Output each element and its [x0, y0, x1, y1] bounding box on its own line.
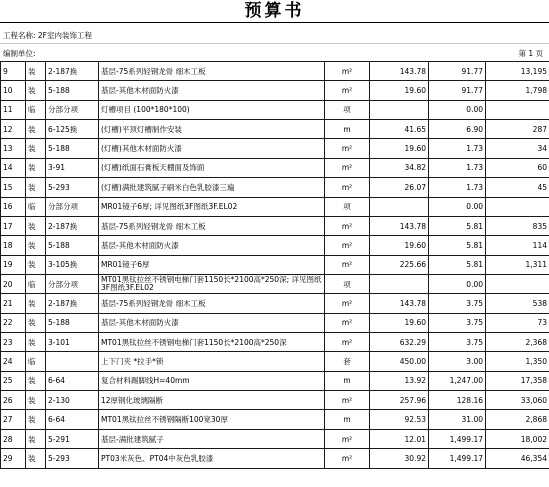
- table-row: [1, 391, 549, 410]
- unit-price-cell: 5.81: [429, 216, 486, 235]
- item-name-cell: 基层-其他木材面防火漆: [99, 236, 325, 255]
- row-type-cell: 装: [26, 120, 46, 139]
- unit-cell: m²: [325, 255, 370, 274]
- table-row: [1, 429, 549, 448]
- quota-code-cell: 分部分项: [46, 197, 99, 216]
- quantity-cell: 19.60: [370, 81, 429, 100]
- item-name-cell: 基层-75系列轻钢龙骨 细木工板: [99, 216, 325, 235]
- row-type-cell: 装: [26, 410, 46, 429]
- row-type-cell: 装: [26, 158, 46, 177]
- quantity-cell: 632.29: [370, 333, 429, 352]
- amount-cell: 34: [486, 139, 549, 158]
- row-type-cell: 装: [26, 449, 46, 468]
- row-type-cell: 临: [26, 100, 46, 119]
- row-type-cell: 临: [26, 352, 46, 371]
- item-name-cell: (灯槽)纸面石膏板天棚面及饰面: [99, 158, 325, 177]
- unit-cell: m²: [325, 391, 370, 410]
- unit-cell: m²: [325, 81, 370, 100]
- unit-cell: 项: [325, 274, 370, 293]
- row-number-cell: 26: [1, 391, 26, 410]
- row-type-cell: 临: [26, 274, 46, 293]
- quantity-cell: 92.53: [370, 410, 429, 429]
- preparing-unit: 编制单位:: [3, 49, 36, 58]
- quota-code-cell: [46, 352, 99, 371]
- unit-cell: m²: [325, 236, 370, 255]
- table-row: [1, 62, 549, 81]
- amount-cell: 17,358: [486, 371, 549, 390]
- quota-code-cell: 2-187换: [46, 294, 99, 313]
- amount-cell: 13,195: [486, 62, 549, 81]
- unit-price-cell: 1.73: [429, 178, 486, 197]
- item-name-cell: (灯槽)其他木材面防火漆: [99, 139, 325, 158]
- quota-code-cell: 5-188: [46, 236, 99, 255]
- row-type-cell: 装: [26, 429, 46, 448]
- amount-cell: 2,368: [486, 333, 549, 352]
- amount-cell: 1,311: [486, 255, 549, 274]
- item-name-cell: MT01黑钛拉丝不锈钢隔断100宽30厚: [99, 410, 325, 429]
- table-row: [1, 313, 549, 332]
- page-number: 第 1 页: [518, 49, 543, 58]
- row-number-cell: 27: [1, 410, 26, 429]
- unit-cell: m²: [325, 216, 370, 235]
- quantity-cell: [370, 100, 429, 119]
- quantity-cell: 257.96: [370, 391, 429, 410]
- item-name-cell: 基层-其他木材面防火漆: [99, 81, 325, 100]
- quota-code-cell: 2-187换: [46, 62, 99, 81]
- unit-price-cell: 128.16: [429, 391, 486, 410]
- unit-cell: 项: [325, 197, 370, 216]
- unit-cell: m²: [325, 158, 370, 177]
- item-name-cell: 12厚钢化玻璃隔断: [99, 391, 325, 410]
- amount-cell: 33,060: [486, 391, 549, 410]
- document-title: 预算书: [244, 1, 305, 21]
- row-type-cell: 装: [26, 313, 46, 332]
- quantity-cell: 143.78: [370, 294, 429, 313]
- table-row: [1, 197, 549, 216]
- table-row: [1, 100, 549, 119]
- item-name-cell: 基层-75系列轻钢龙骨 细木工板: [99, 294, 325, 313]
- row-type-cell: 装: [26, 139, 46, 158]
- row-type-cell: 装: [26, 236, 46, 255]
- table-row: [1, 449, 549, 468]
- quantity-cell: 41.65: [370, 120, 429, 139]
- table-row: [1, 352, 549, 371]
- quota-code-cell: 3-105换: [46, 255, 99, 274]
- amount-cell: 835: [486, 216, 549, 235]
- row-type-cell: 装: [26, 178, 46, 197]
- row-number-cell: 23: [1, 333, 26, 352]
- meta-divider: [0, 43, 549, 44]
- unit-cell: m²: [325, 313, 370, 332]
- row-number-cell: 29: [1, 449, 26, 468]
- table-row: [1, 120, 549, 139]
- item-name-cell: MT01黑钛拉丝不锈钢电梯门套1150长*2100高*250深; 详见图纸3F图纸3F.EL02: [99, 274, 325, 293]
- unit-cell: m²: [325, 139, 370, 158]
- unit-cell: m: [325, 410, 370, 429]
- row-number-cell: 15: [1, 178, 26, 197]
- quota-code-cell: 分部分项: [46, 274, 99, 293]
- quantity-cell: 19.60: [370, 236, 429, 255]
- unit-price-cell: 0.00: [429, 197, 486, 216]
- unit-price-cell: 6.90: [429, 120, 486, 139]
- quota-code-cell: 5-188: [46, 313, 99, 332]
- item-name-cell: 基层-满批建筑腻子: [99, 429, 325, 448]
- table-row: [1, 410, 549, 429]
- item-name-cell: MR01镜子6厚: [99, 255, 325, 274]
- quantity-cell: 30.92: [370, 449, 429, 468]
- quantity-cell: 34.82: [370, 158, 429, 177]
- quota-code-cell: 6-125换: [46, 120, 99, 139]
- item-name-cell: 基层-75系列轻钢龙骨 细木工板: [99, 62, 325, 81]
- unit-price-cell: 1,499.17: [429, 429, 486, 448]
- table-row: [1, 333, 549, 352]
- row-type-cell: 装: [26, 294, 46, 313]
- unit-cell: 套: [325, 352, 370, 371]
- row-type-cell: 装: [26, 371, 46, 390]
- unit-price-cell: 1.73: [429, 158, 486, 177]
- unit-price-cell: 3.75: [429, 294, 486, 313]
- unit-cell: m: [325, 120, 370, 139]
- unit-price-cell: 3.75: [429, 313, 486, 332]
- unit-cell: m²: [325, 294, 370, 313]
- quantity-cell: 225.66: [370, 255, 429, 274]
- unit-cell: m²: [325, 429, 370, 448]
- amount-cell: 46,354: [486, 449, 549, 468]
- row-number-cell: 13: [1, 139, 26, 158]
- quantity-cell: 143.78: [370, 216, 429, 235]
- unit-price-cell: 3.75: [429, 333, 486, 352]
- quota-code-cell: 6-64: [46, 371, 99, 390]
- table-row: [1, 371, 549, 390]
- unit-price-cell: 1.73: [429, 139, 486, 158]
- row-type-cell: 临: [26, 197, 46, 216]
- quantity-cell: 26.07: [370, 178, 429, 197]
- item-name-cell: 上下门夹 *拉手*锁: [99, 352, 325, 371]
- unit-price-cell: 0.00: [429, 100, 486, 119]
- row-number-cell: 24: [1, 352, 26, 371]
- amount-cell: [486, 100, 549, 119]
- quota-code-cell: 6-64: [46, 410, 99, 429]
- quota-code-cell: 分部分项: [46, 100, 99, 119]
- quantity-cell: 12.01: [370, 429, 429, 448]
- unit-cell: 项: [325, 100, 370, 119]
- table-row: [1, 158, 549, 177]
- row-number-cell: 25: [1, 371, 26, 390]
- row-number-cell: 20: [1, 274, 26, 293]
- unit-price-cell: 3.00: [429, 352, 486, 371]
- quantity-cell: 13.92: [370, 371, 429, 390]
- quota-code-cell: 3-101: [46, 333, 99, 352]
- title-divider: [0, 22, 549, 23]
- row-type-cell: 装: [26, 62, 46, 81]
- unit-price-cell: 1,499.17: [429, 449, 486, 468]
- amount-cell: 1,350: [486, 352, 549, 371]
- amount-cell: [486, 197, 549, 216]
- unit-price-cell: 0.00: [429, 274, 486, 293]
- quota-code-cell: 3-91: [46, 158, 99, 177]
- amount-cell: 60: [486, 158, 549, 177]
- row-type-cell: 装: [26, 333, 46, 352]
- row-number-cell: 18: [1, 236, 26, 255]
- item-name-cell: (灯槽)满批建筑腻子刷米白色乳胶漆三遍: [99, 178, 325, 197]
- quota-code-cell: 5-188: [46, 81, 99, 100]
- item-name-cell: MT01黑钛拉丝不锈钢电梯门套1150长*2100高*250深: [99, 333, 325, 352]
- row-number-cell: 21: [1, 294, 26, 313]
- item-name-cell: (灯槽)平顶灯槽制作安装: [99, 120, 325, 139]
- table-row: [1, 139, 549, 158]
- unit-cell: m²: [325, 449, 370, 468]
- table-row: [1, 81, 549, 100]
- table-row: [1, 178, 549, 197]
- quota-code-cell: 2-187换: [46, 216, 99, 235]
- row-number-cell: 11: [1, 100, 26, 119]
- budget-table: [0, 61, 549, 469]
- amount-cell: 1,798: [486, 81, 549, 100]
- unit-cell: m²: [325, 62, 370, 81]
- item-name-cell: 灯槽项目 (100*180*100): [99, 100, 325, 119]
- unit-price-cell: 91.77: [429, 62, 486, 81]
- item-name-cell: PT03米灰色、PT04中灰色乳胶漆: [99, 449, 325, 468]
- item-name-cell: 复合材料踢脚线H=40mm: [99, 371, 325, 390]
- unit-cell: m²: [325, 333, 370, 352]
- row-type-cell: 装: [26, 255, 46, 274]
- amount-cell: [486, 274, 549, 293]
- amount-cell: 287: [486, 120, 549, 139]
- amount-cell: 2,868: [486, 410, 549, 429]
- unit-price-cell: 91.77: [429, 81, 486, 100]
- amount-cell: 73: [486, 313, 549, 332]
- row-number-cell: 28: [1, 429, 26, 448]
- quota-code-cell: 5-293: [46, 449, 99, 468]
- quantity-cell: [370, 274, 429, 293]
- row-type-cell: 装: [26, 81, 46, 100]
- item-name-cell: MR01镜子6厚; 详见图纸3F图纸3F.EL02: [99, 197, 325, 216]
- table-row: [1, 294, 549, 313]
- row-number-cell: 10: [1, 81, 26, 100]
- amount-cell: 18,002: [486, 429, 549, 448]
- quota-code-cell: 5-291: [46, 429, 99, 448]
- unit-cell: m²: [325, 178, 370, 197]
- project-name: 工程名称: 2F室内装饰工程: [3, 31, 92, 40]
- row-number-cell: 17: [1, 216, 26, 235]
- item-name-cell: 基层-其他木材面防火漆: [99, 313, 325, 332]
- row-number-cell: 9: [1, 62, 26, 81]
- quantity-cell: 19.60: [370, 313, 429, 332]
- row-type-cell: 装: [26, 391, 46, 410]
- table-row: [1, 236, 549, 255]
- quantity-cell: 450.00: [370, 352, 429, 371]
- unit-price-cell: 1,247.00: [429, 371, 486, 390]
- table-row: [1, 255, 549, 274]
- row-number-cell: 12: [1, 120, 26, 139]
- quota-code-cell: 5-293: [46, 178, 99, 197]
- row-type-cell: 装: [26, 216, 46, 235]
- quota-code-cell: 5-188: [46, 139, 99, 158]
- unit-cell: m: [325, 371, 370, 390]
- row-number-cell: 19: [1, 255, 26, 274]
- row-number-cell: 16: [1, 197, 26, 216]
- quantity-cell: 19.60: [370, 139, 429, 158]
- row-number-cell: 22: [1, 313, 26, 332]
- amount-cell: 114: [486, 236, 549, 255]
- quantity-cell: 143.78: [370, 62, 429, 81]
- unit-price-cell: 31.00: [429, 410, 486, 429]
- quantity-cell: [370, 197, 429, 216]
- unit-price-cell: 5.81: [429, 236, 486, 255]
- unit-price-cell: 5.81: [429, 255, 486, 274]
- table-row: [1, 216, 549, 235]
- amount-cell: 45: [486, 178, 549, 197]
- table-row: [1, 274, 549, 293]
- amount-cell: 538: [486, 294, 549, 313]
- row-number-cell: 14: [1, 158, 26, 177]
- quota-code-cell: 2-130: [46, 391, 99, 410]
